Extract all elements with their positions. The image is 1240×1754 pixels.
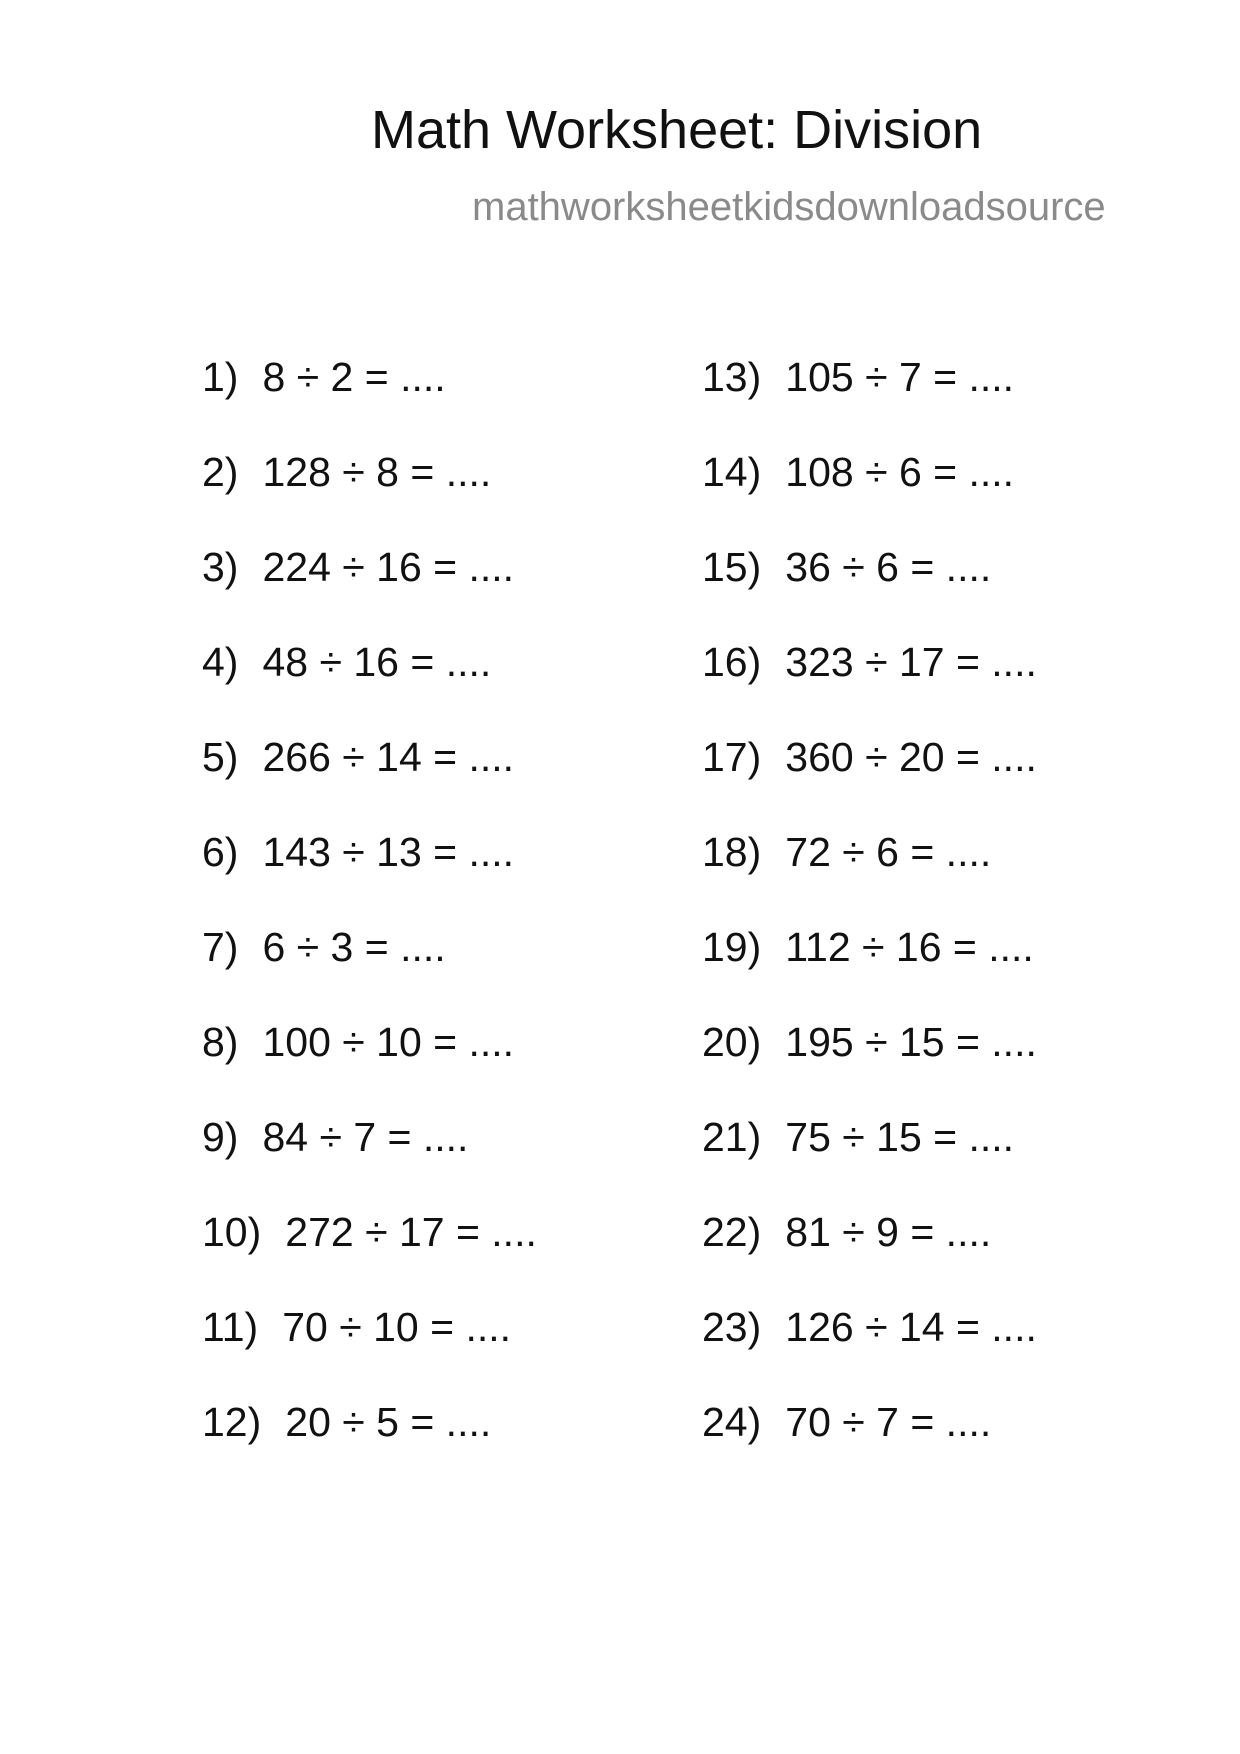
problem-expression: 48 ÷ 16 = .... (262, 639, 492, 685)
problem-item (202, 1298, 537, 1393)
problem-item (202, 633, 537, 728)
problem-number: 6) (202, 829, 239, 875)
problem-number: 4) (202, 639, 239, 685)
problem-item (202, 728, 537, 823)
problem-item (702, 918, 1037, 1013)
problem-number: 11) (202, 1304, 259, 1350)
problem-expression: 360 ÷ 20 = .... (785, 734, 1037, 780)
problem-item (702, 633, 1037, 728)
problem-number: 5) (202, 734, 239, 780)
problem-item (702, 728, 1037, 823)
problem-expression: 20 ÷ 5 = .... (285, 1399, 492, 1445)
problem-number: 19) (702, 924, 762, 970)
problem-item (202, 1393, 537, 1488)
problem-item (202, 443, 537, 538)
problem-item (202, 1108, 537, 1203)
problem-number: 8) (202, 1019, 239, 1065)
problem-number: 24) (702, 1399, 762, 1445)
problem-number: 10) (202, 1209, 262, 1255)
source-label: mathworksheetkidsdownloadsource (472, 185, 1106, 229)
problem-list-right (702, 348, 1037, 1488)
problem-number: 15) (702, 544, 762, 590)
problem-number: 18) (702, 829, 762, 875)
problem-item (202, 918, 537, 1013)
problem-number: 3) (202, 544, 239, 590)
problem-item (702, 443, 1037, 538)
problem-expression: 128 ÷ 8 = .... (262, 449, 492, 495)
problem-expression: 272 ÷ 17 = .... (285, 1209, 537, 1255)
problem-expression: 105 ÷ 7 = .... (785, 354, 1015, 400)
problem-number: 23) (702, 1304, 762, 1350)
problem-expression: 8 ÷ 2 = .... (262, 354, 446, 400)
page-title: Math Worksheet: Division (371, 100, 983, 160)
problem-item (702, 538, 1037, 633)
problem-item (202, 348, 537, 443)
problem-expression: 195 ÷ 15 = .... (785, 1019, 1037, 1065)
problem-list-left (202, 348, 537, 1488)
problem-expression: 70 ÷ 10 = .... (282, 1304, 512, 1350)
problem-expression: 6 ÷ 3 = .... (262, 924, 446, 970)
problem-expression: 126 ÷ 14 = .... (785, 1304, 1037, 1350)
problem-item (702, 1108, 1037, 1203)
problem-number: 2) (202, 449, 239, 495)
problem-item (702, 1393, 1037, 1488)
problem-number: 14) (702, 449, 762, 495)
problem-number: 20) (702, 1019, 762, 1065)
problem-expression: 100 ÷ 10 = .... (262, 1019, 515, 1065)
problem-expression: 112 ÷ 16 = .... (785, 924, 1034, 970)
problem-item (202, 823, 537, 918)
problem-expression: 36 ÷ 6 = .... (785, 544, 992, 590)
problem-expression: 143 ÷ 13 = .... (262, 829, 515, 875)
problem-expression: 84 ÷ 7 = .... (262, 1114, 469, 1160)
problem-item (702, 1298, 1037, 1393)
problem-expression: 323 ÷ 17 = .... (785, 639, 1037, 685)
problem-item (202, 1203, 537, 1298)
problem-item (202, 538, 537, 633)
problem-expression: 81 ÷ 9 = .... (785, 1209, 992, 1255)
problem-expression: 70 ÷ 7 = .... (785, 1399, 992, 1445)
problem-number: 7) (202, 924, 239, 970)
problem-expression: 266 ÷ 14 = .... (262, 734, 515, 780)
problem-item (702, 1013, 1037, 1108)
problem-expression: 72 ÷ 6 = .... (785, 829, 992, 875)
problem-item (702, 1203, 1037, 1298)
problem-expression: 224 ÷ 16 = .... (262, 544, 515, 590)
problem-item (702, 823, 1037, 918)
problem-item (702, 348, 1037, 443)
problem-number: 17) (702, 734, 762, 780)
problem-number: 16) (702, 639, 762, 685)
problem-number: 13) (702, 354, 762, 400)
problem-number: 9) (202, 1114, 239, 1160)
problem-number: 21) (702, 1114, 762, 1160)
problem-number: 12) (202, 1399, 262, 1445)
problem-expression: 108 ÷ 6 = .... (785, 449, 1015, 495)
problem-item (202, 1013, 537, 1108)
problem-expression: 75 ÷ 15 = .... (785, 1114, 1015, 1160)
problem-number: 22) (702, 1209, 762, 1255)
problem-number: 1) (202, 354, 239, 400)
